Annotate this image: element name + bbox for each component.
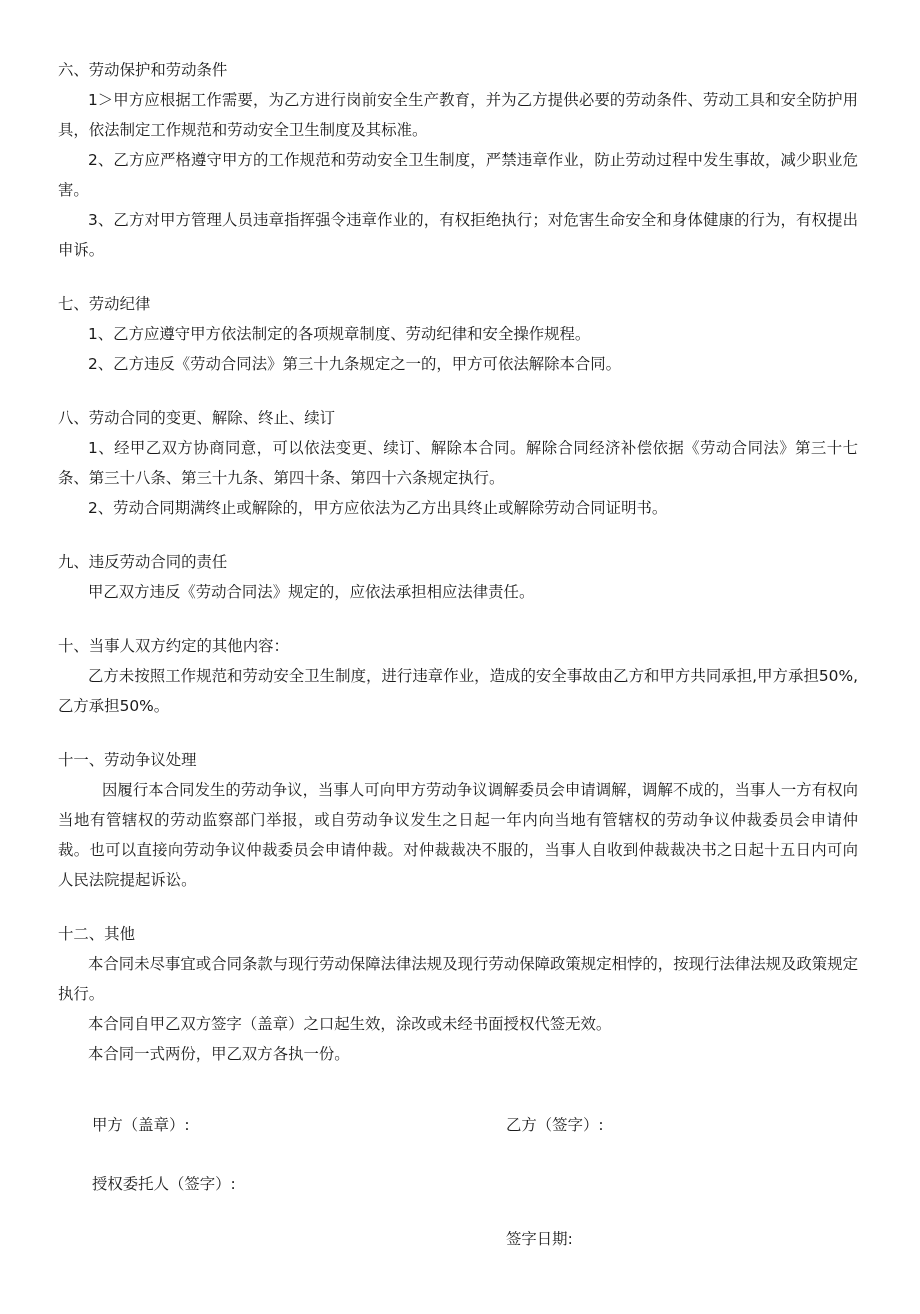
section-contract-changes bbox=[58, 403, 858, 523]
sign-date-label: 签字日期: bbox=[506, 1230, 573, 1248]
clause-paragraph: 乙方未按照工作规范和劳动安全卫生制度，进行违章作业，造成的安全事故由乙方和甲方共同承担,甲方承担50%,乙方承担50%。 bbox=[58, 667, 858, 715]
section-heading: 七、劳动纪律 bbox=[58, 295, 151, 313]
section-other-agreements bbox=[58, 631, 858, 721]
clause-paragraph: 1、乙方应遵守甲方依法制定的各项规章制度、劳动纪律和安全操作规程。 bbox=[88, 325, 591, 343]
section-heading: 十二、其他 bbox=[58, 925, 135, 943]
clause-paragraph: 2、乙方违反《劳动合同法》第三十九条规定之一的，甲方可依法解除本合同。 bbox=[88, 355, 622, 373]
party-b-signature-label: 乙方（签字）: bbox=[506, 1116, 604, 1134]
contract-document bbox=[58, 55, 858, 1093]
clause-paragraph: 1＞甲方应根据工作需要，为乙方进行岗前安全生产教育，并为乙方提供必要的劳动条件、劳动工具和安全防护用具，依法制定工作规范和劳动安全卫生制度及其标准。 bbox=[58, 91, 858, 139]
clause-paragraph: 1、经甲乙双方协商同意，可以依法变更、续订、解除本合同。解除合同经济补偿依据《劳动合同法》第三十七条、第三十八条、第三十九条、第四十条、第四十六条规定执行。 bbox=[58, 439, 858, 487]
clause-paragraph: 本合同自甲乙双方签字（盖章）之口起生效，涂改或未经书面授权代签无效。 bbox=[88, 1015, 612, 1033]
authorized-agent-signature-label: 授权委托人（签字）: bbox=[92, 1175, 236, 1193]
section-liability bbox=[58, 547, 858, 607]
section-heading: 十、当事人双方约定的其他内容： bbox=[58, 637, 289, 655]
section-heading: 十一、劳动争议处理 bbox=[58, 751, 197, 769]
section-heading: 九、违反劳动合同的责任 bbox=[58, 553, 228, 571]
section-labor-protection bbox=[58, 55, 858, 265]
section-dispute-resolution bbox=[58, 745, 858, 895]
section-miscellaneous bbox=[58, 919, 858, 1069]
clause-paragraph: 2、乙方应严格遵守甲方的工作规范和劳动安全卫生制度，严禁违章作业，防止劳动过程中发生事故，减少职业危害。 bbox=[58, 151, 858, 199]
clause-paragraph: 本合同一式两份，甲乙双方各执一份。 bbox=[88, 1045, 350, 1063]
clause-paragraph: 2、劳动合同期满终止或解除的，甲方应依法为乙方出具终止或解除劳动合同证明书。 bbox=[88, 499, 668, 517]
section-heading: 六、劳动保护和劳动条件 bbox=[58, 61, 228, 79]
section-labor-discipline bbox=[58, 289, 858, 379]
party-a-seal-label: 甲方（盖章）: bbox=[92, 1116, 190, 1134]
section-heading: 八、劳动合同的变更、解除、终止、续订 bbox=[58, 409, 336, 427]
clause-paragraph: 本合同未尽事宜或合同条款与现行劳动保障法律法规及现行劳动保障政策规定相悖的，按现行法律法规及政策规定执行。 bbox=[58, 955, 858, 1003]
clause-paragraph: 3、乙方对甲方管理人员违章指挥强令违章作业的，有权拒绝执行；对危害生命安全和身体健康的行为，有权提出申诉。 bbox=[58, 211, 858, 259]
clause-paragraph: 甲乙双方违反《劳动合同法》规定的，应依法承担相应法律责任。 bbox=[88, 583, 535, 601]
clause-paragraph: 因履行本合同发生的劳动争议，当事人可向甲方劳动争议调解委员会申请调解，调解不成的，当事人一方有权向当地有管辖权的劳动监察部门举报，或自劳动争议发生之日起一年内向当地有管辖权的劳动争议仲裁委员会申请仲裁。也可以直接向劳动争议仲裁委员会申请仲裁。对仲裁裁决不服的，当事人自收到仲裁裁决书之日起十五日内可向人民法院提起诉讼。 bbox=[58, 781, 858, 889]
